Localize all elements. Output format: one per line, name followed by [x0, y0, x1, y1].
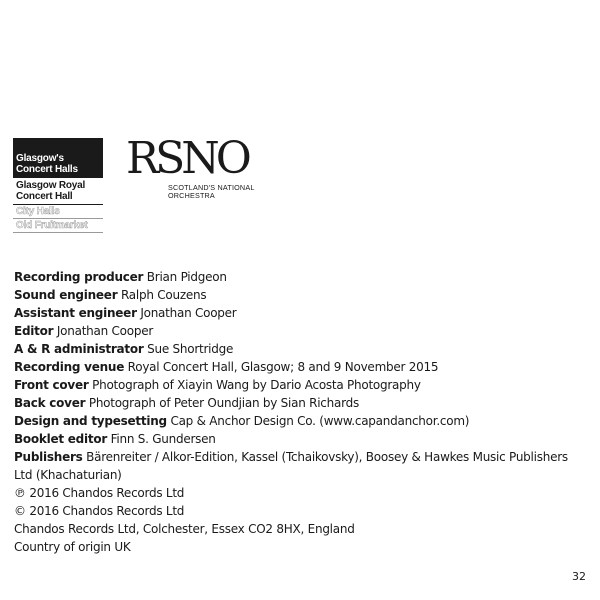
venue-logo-line: City Halls — [16, 206, 60, 217]
credit-label: Assistant engineer — [14, 306, 137, 320]
credit-label: A & R administrator — [14, 342, 144, 356]
credit-value: Sue Shortridge — [143, 342, 234, 356]
venue-logo-line: Concert Hall — [16, 191, 73, 202]
venue-logo-highlight — [13, 177, 103, 205]
credit-line — [14, 340, 586, 358]
page-number: 32 — [572, 570, 586, 583]
venue-logo-line: Concert Halls — [16, 164, 78, 175]
address-line: Chandos Records Ltd, Colchester, Essex CO2 8HX, England — [14, 522, 355, 536]
rsno-tagline-line: ORCHESTRA — [168, 191, 215, 200]
copyright-line: © 2016 Chandos Records Ltd — [14, 504, 185, 518]
credit-value: Finn S. Gundersen — [107, 432, 216, 446]
country-of-origin: Country of origin UK — [14, 540, 131, 554]
rsno-wordmark: RSNO — [126, 133, 248, 184]
credit-value: Jonathan Cooper — [136, 306, 237, 320]
rsno-logo — [126, 133, 296, 207]
credits-list — [14, 268, 586, 556]
credit-value: Royal Concert Hall, Glasgow; 8 and 9 November 2015 — [124, 360, 439, 374]
rsno-tagline — [168, 184, 255, 200]
credit-line — [14, 376, 586, 394]
credit-line — [14, 268, 586, 286]
credit-label: Sound engineer — [14, 288, 118, 302]
glasgow-concert-halls-logo — [13, 138, 103, 233]
venue-logo-line: Old Fruitmarket — [16, 220, 88, 231]
credit-label: Design and typesetting — [14, 414, 167, 428]
credit-line — [14, 430, 586, 448]
credit-line — [14, 394, 586, 412]
rsno-tagline-line: SCOTLAND'S NATIONAL — [168, 183, 255, 192]
credit-label: Recording producer — [14, 270, 144, 284]
venue-logo-outline-line — [13, 205, 103, 218]
venue-logo-header — [13, 138, 103, 177]
venue-logo-line: Glasgow's — [16, 153, 64, 164]
credit-line — [14, 304, 586, 322]
venue-logo-outline-line — [13, 218, 103, 233]
credit-line — [14, 286, 586, 304]
credit-value: Ralph Couzens — [117, 288, 207, 302]
credit-label: Front cover — [14, 378, 89, 392]
credit-label: Back cover — [14, 396, 86, 410]
credit-value: Jonathan Cooper — [53, 324, 154, 338]
credit-value: Photograph of Xiayin Wang by Dario Acosta Photography — [88, 378, 421, 392]
credit-line — [14, 412, 586, 430]
credit-line — [14, 322, 586, 340]
credit-label: Booklet editor — [14, 432, 108, 446]
credit-label: Publishers — [14, 450, 83, 464]
credit-line — [14, 448, 586, 484]
credit-value: Brian Pidgeon — [143, 270, 227, 284]
credit-label: Recording venue — [14, 360, 125, 374]
copyright-line: ℗ 2016 Chandos Records Ltd — [14, 486, 185, 500]
credit-value: Photograph of Peter Oundjian by Sian Richards — [85, 396, 359, 410]
credit-label: Editor — [14, 324, 54, 338]
credit-line — [14, 358, 586, 376]
credit-value: Bärenreiter / Alkor-Edition, Kassel (Tchaikovsky), Boosey & Hawkes Music Publishers Ltd (Khachaturian) — [14, 450, 568, 482]
credit-value: Cap & Anchor Design Co. (www.capandanchor.com) — [166, 414, 470, 428]
venue-logo-line: Glasgow Royal — [16, 180, 86, 191]
